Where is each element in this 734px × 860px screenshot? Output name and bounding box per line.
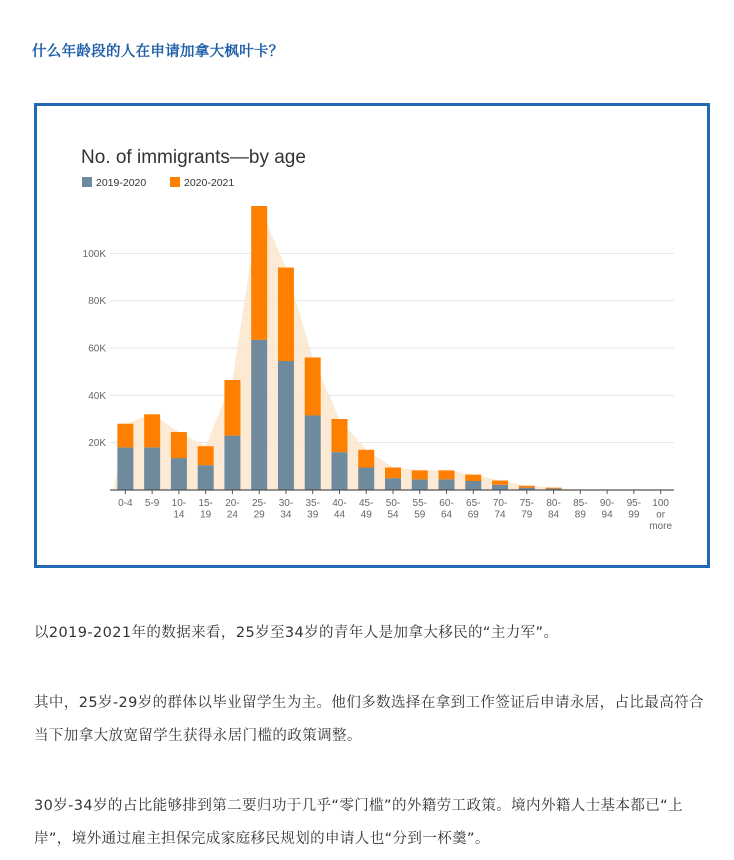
x-tick-label-0: 0-4 <box>118 498 133 509</box>
bar-0-series-0 <box>117 447 133 490</box>
x-axis-labels <box>118 490 672 532</box>
x-tick-label-11: 55-59 <box>412 498 427 521</box>
bar-4-series-1 <box>224 380 240 436</box>
section-heading: 什么年龄段的人在申请加拿大枫叶卡？ <box>32 44 284 60</box>
bar-9-series-0 <box>358 468 374 490</box>
paragraph-1: 以2019-2021年的数据来看，25岁至34岁的青年人是加拿大移民的“主力军”。 <box>34 625 559 641</box>
x-tick-label-2: 10-14 <box>171 498 187 521</box>
x-tick-label-4: 20-24 <box>225 498 240 521</box>
y-axis-labels <box>83 249 107 449</box>
x-tick-label-5: 25-29 <box>251 498 267 521</box>
bar-7-series-1 <box>305 357 321 415</box>
immigrants-by-age-chart <box>37 106 707 565</box>
bar-13-series-0 <box>465 481 481 490</box>
bar-14-series-1 <box>492 481 508 485</box>
bar-13-series-1 <box>465 475 481 481</box>
bar-9-series-1 <box>358 450 374 468</box>
bar-3-series-0 <box>198 465 214 490</box>
legend-swatch-0 <box>82 177 92 187</box>
bar-4-series-0 <box>224 436 240 490</box>
x-tick-label-16: 80-84 <box>546 498 561 521</box>
bar-12-series-0 <box>439 479 455 490</box>
bar-8-series-0 <box>331 452 347 490</box>
bar-10-series-0 <box>385 478 401 490</box>
x-tick-label-17: 85-89 <box>573 498 588 521</box>
chart-legend <box>82 177 234 189</box>
chart-gridlines <box>110 253 674 442</box>
legend-label-0: 2019-2020 <box>96 177 147 189</box>
y-tick-label-3: 80K <box>88 296 106 308</box>
bar-5-series-1 <box>251 206 267 340</box>
bar-6-series-0 <box>278 361 294 490</box>
y-tick-label-4: 100K <box>82 248 106 260</box>
x-tick-label-19: 95-99 <box>626 498 642 521</box>
paragraph-2: 其中，25岁-29岁的群体以毕业留学生为主。他们多数选择在拿到工作签证后申请永居，占比最高符合当下加拿大放宽留学生获得永居门槛的政策调整。 <box>34 695 704 744</box>
x-tick-label-7: 35-39 <box>305 498 320 521</box>
bar-1-series-0 <box>144 447 160 490</box>
bar-11-series-0 <box>412 479 428 490</box>
bar-11-series-1 <box>412 470 428 479</box>
bar-10-series-1 <box>385 468 401 479</box>
y-tick-label-2: 60K <box>88 343 106 355</box>
y-tick-label-0: 20K <box>88 438 106 450</box>
x-tick-label-13: 65-69 <box>466 498 481 521</box>
bar-15-series-1 <box>519 486 535 488</box>
x-tick-label-3: 15-19 <box>198 498 213 521</box>
bar-2-series-1 <box>171 432 187 458</box>
bar-1-series-1 <box>144 414 160 447</box>
bar-12-series-1 <box>439 470 455 479</box>
x-tick-label-18: 90-94 <box>599 498 615 521</box>
y-tick-label-1: 40K <box>88 390 106 402</box>
bar-16-series-1 <box>546 488 562 489</box>
x-tick-label-20: 100 or more <box>649 498 673 532</box>
bar-8-series-1 <box>331 419 347 452</box>
x-tick-label-9: 45-49 <box>359 498 374 521</box>
x-tick-label-12: 60-64 <box>439 498 454 521</box>
bar-3-series-1 <box>198 446 214 465</box>
bar-0-series-1 <box>117 424 133 448</box>
x-tick-label-10: 50-54 <box>385 498 401 521</box>
x-tick-label-8: 40-44 <box>332 498 347 521</box>
paragraph-3: 30岁-34岁的占比能够排到第二要归功于几乎“零门槛”的外籍劳工政策。境内外籍人士基本都已“上岸”，境外通过雇主担保完成家庭移民规划的申请人也“分到一杯羹”。 <box>34 798 683 847</box>
x-tick-label-6: 30-34 <box>278 498 294 521</box>
bar-2-series-0 <box>171 458 187 490</box>
bar-6-series-1 <box>278 268 294 361</box>
age-chart-frame <box>34 103 710 568</box>
bar-14-series-0 <box>492 485 508 490</box>
x-tick-label-1: 5-9 <box>144 498 160 509</box>
x-tick-label-15: 75-79 <box>519 498 535 521</box>
legend-swatch-1 <box>170 177 180 187</box>
x-tick-label-14: 70-74 <box>492 498 508 521</box>
chart-title: No. of immigrants—by age <box>81 147 306 168</box>
bar-7-series-0 <box>305 415 321 490</box>
bar-5-series-0 <box>251 340 267 490</box>
legend-label-1: 2020-2021 <box>184 177 235 189</box>
